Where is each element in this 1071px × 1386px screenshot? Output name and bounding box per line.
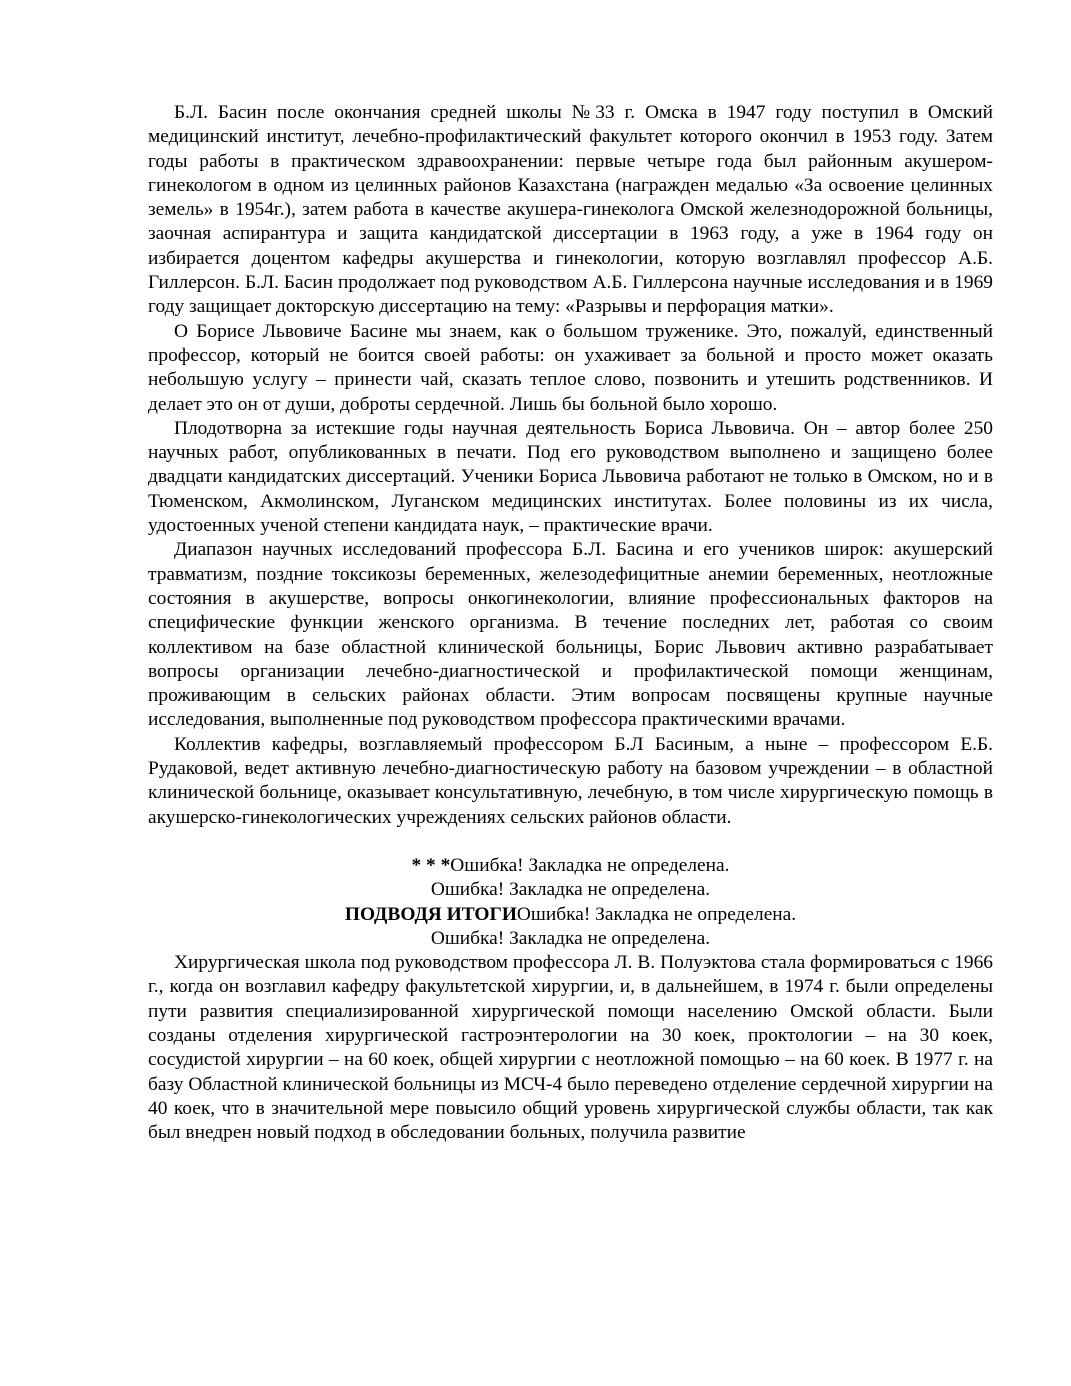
paragraph-5: Коллектив кафедры, возглавляемый профессором Б.Л Басиным, а ныне – профессором Е.Б. Рудаковой, ведет активную лечебно-диагностическую работу на базовом учреждении – в областной клинической больнице, оказывает консультативную, лечебную, в том числе хирургическую помощь в акушерско-гинекологических учреждениях сельских районов области. bbox=[148, 733, 993, 828]
paragraph-4: Диапазон научных исследований профессора Б.Л. Басина и его учеников широк: акушерский травматизм, поздние токсикозы беременных, железодефицитные анемии беременных, неотложные состояния в акушерстве, вопросы онкогинекологии, влияние профессиональных факторов на специфические функции женского организма. В течение последних лет, работая со своим коллективом на базе областной клинической больницы, Борис Львович активно разрабатывает вопросы организации лечебно-диагностической и профилактической помощи женщинам, проживающим в сельских районах области. Этим вопросам посвящены крупные научные исследования, выполненные под руководством профессора практическими врачами. bbox=[148, 539, 993, 731]
heading-line bbox=[148, 903, 993, 927]
paragraph-2: О Борисе Львовиче Басине мы знаем, как о большом труженике. Это, пожалуй, единственный профессор, который не боится своей работы: он ухаживает за больной и просто может оказать небольшую услугу – принести чай, сказать теплое слово, позвонить и утешить родственников. И делает это он от души, доброты сердечной. Лишь бы больной было хорошо. bbox=[148, 320, 993, 415]
section-heading-block bbox=[148, 854, 993, 951]
bookmark-error-2: Ошибка! Закладка не определена. bbox=[430, 879, 711, 901]
section-heading: ПОДВОДЯ ИТОГИ bbox=[344, 903, 517, 925]
paragraph-3: Плодотворна за истекшие годы научная деятельность Бориса Львовича. Он – автор более 250 научных работ, опубликованных в печати. Под его руководством выполнено и защищено более двадцати кандидатских диссертаций. Ученики Бориса Львовича работают не только в Омском, но и в Тюменском, Акмолинском, Луганском медицинских институтах. Более половины из их числа, удостоенных ученой степени кандидата наук, – практические врачи. bbox=[148, 417, 993, 537]
bookmark-error-4: Ошибка! Закладка не определена. bbox=[430, 927, 711, 949]
bookmark-error-3: Ошибка! Закладка не определена. bbox=[516, 903, 797, 925]
document-page bbox=[148, 101, 993, 1145]
bookmark-error-1: Ошибка! Закладка не определена. bbox=[450, 854, 730, 876]
stars-line bbox=[148, 854, 993, 878]
section-separator-stars: * * * bbox=[411, 854, 451, 876]
paragraph-6: Хирургическая школа под руководством профессора Л. В. Полуэктова стала формироваться с 1966 г., когда он возглавил кафедру факультетской хирургии, и, в дальнейшем, в 1974 г. были определены пути развития специализированной хирургической помощи населению Омской области. Были созданы отделения хирургической гастроэнтерологии на 30 коек, проктологии – на 30 коек, сосудистой хирургии – на 60 коек, общей хирургии с неотложной помощью – на 60 коек. В 1977 г. на базу Областной клинической больницы из МСЧ-4 было переведено отделение сердечной хирургии на 40 коек, что в значительной мере повысило общий уровень хирургической службы области, так как был внедрен новый подход в обследовании больных, получила развитие bbox=[148, 952, 993, 1144]
paragraph-1: Б.Л. Басин после окончания средней школы №33 г. Омска в 1947 году поступил в Омский медицинский институт, лечебно-профилактический факультет которого окончил в 1953 году. Затем годы работы в практическом здравоохранении: первые четыре года был районным акушером-гинекологом в одном из целинных районов Казахстана (награжден медалью «За освоение целинных земель» в 1954г.), затем работа в качестве акушера-гинеколога Омской железнодорожной больницы, заочная аспирантура и защита кандидатской диссертации в 1963 году, а уже в 1964 году он избирается доцентом кафедры акушерства и гинекологии, которую возглавлял профессор А.Б. Гиллерсон. Б.Л. Басин продолжает под руководством А.Б. Гиллерсона научные исследования и в 1969 году защищает докторскую диссертацию на тему: «Разрывы и перфорация матки». bbox=[148, 102, 993, 318]
